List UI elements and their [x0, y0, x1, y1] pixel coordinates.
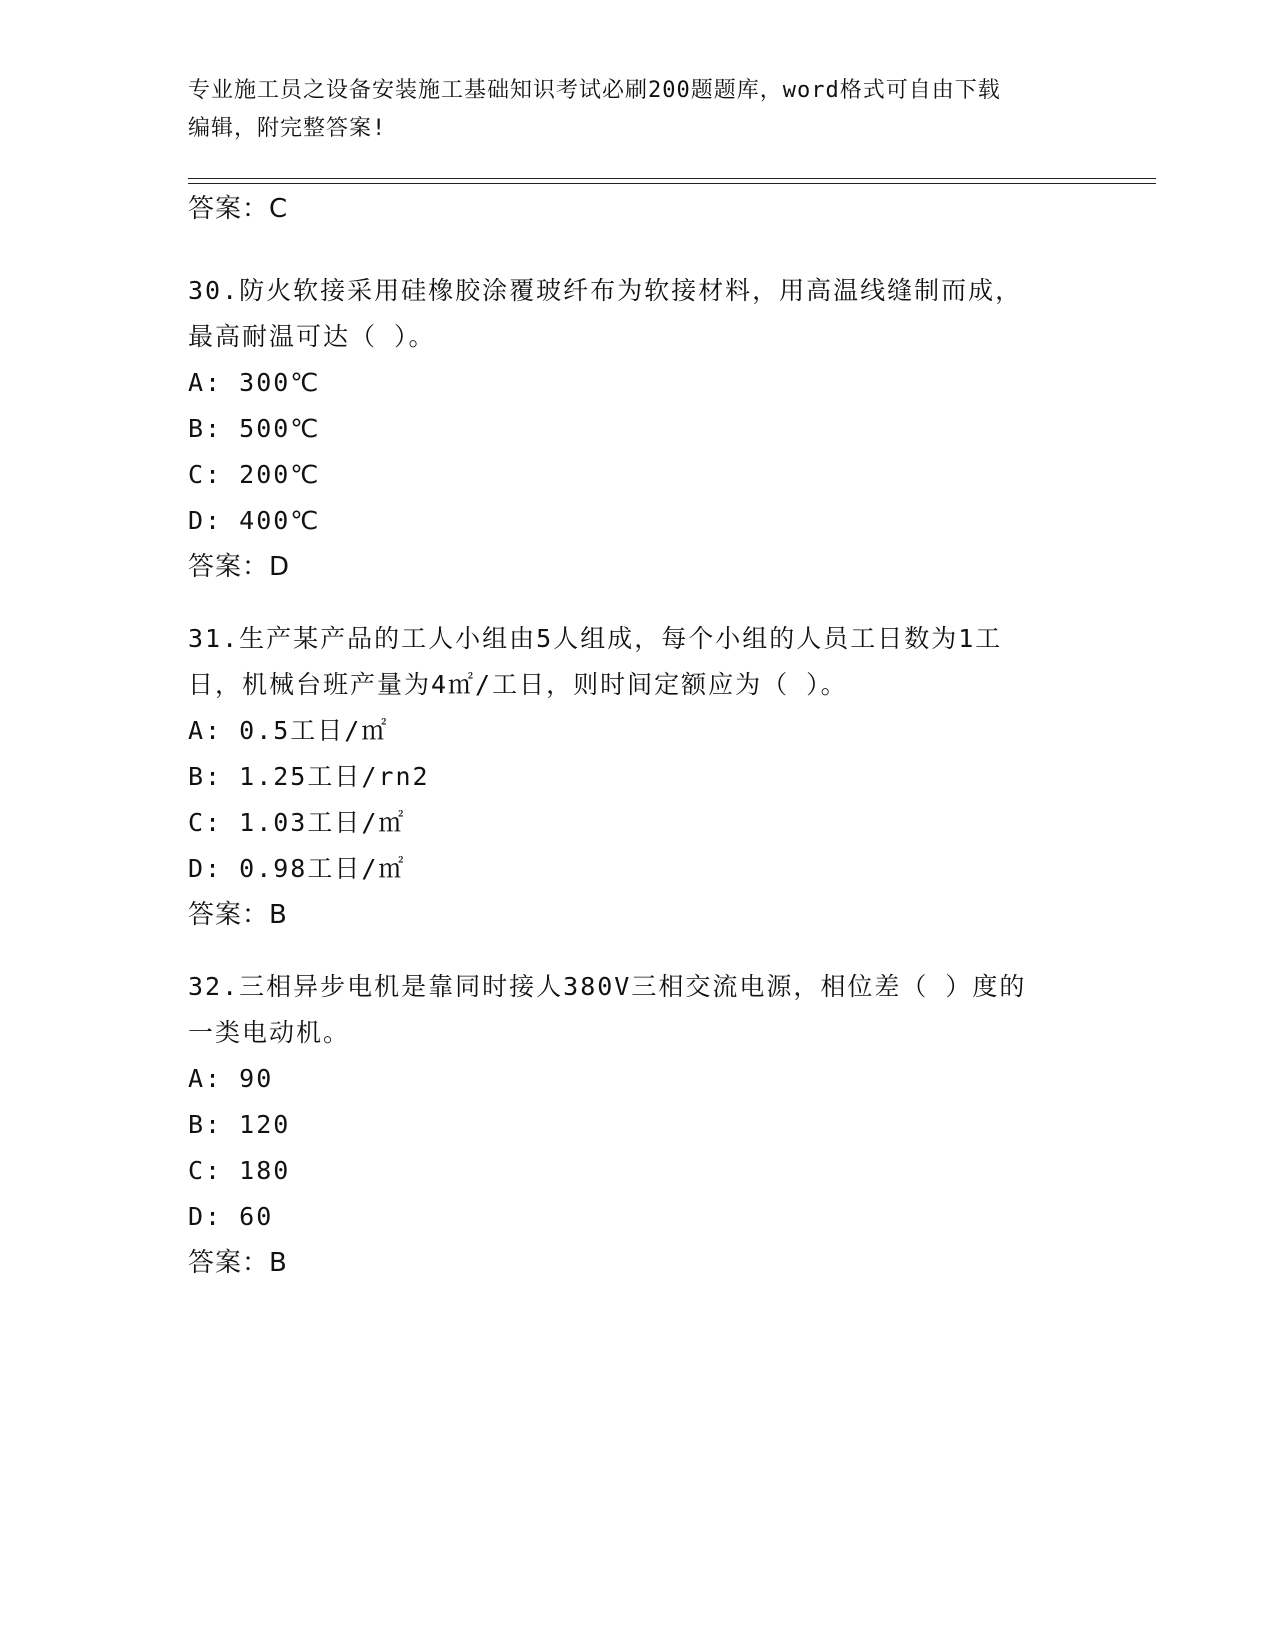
document-header [188, 72, 1088, 148]
question-32 [188, 964, 1088, 1286]
question-text-line-2: 日，机械台班产量为4㎡/工日，则时间定额应为（ ）。 [188, 670, 848, 699]
answer-line: 答案：D [188, 552, 291, 582]
option-d: D: 60 [188, 1202, 274, 1231]
option-c: C: 180 [188, 1156, 291, 1185]
question-text-line-1: 31.生产某产品的工人小组由5人组成，每个小组的人员工日数为1工 [188, 624, 1003, 653]
question-text-line-1: 30.防火软接采用硅橡胶涂覆玻纤布为软接材料，用高温线缝制而成， [188, 276, 1023, 305]
previous-answer-block [188, 186, 1088, 232]
answer-line: 答案：B [188, 1248, 288, 1278]
header-line-1: 专业施工员之设备安装施工基础知识考试必刷200题题库，word格式可自由下载 [188, 78, 1001, 103]
header-line-2: 编辑，附完整答案! [188, 116, 387, 141]
header-divider-top [188, 178, 1156, 179]
header-divider-bottom [188, 183, 1156, 184]
option-c: C: 1.03工日/㎡ [188, 808, 406, 837]
question-30 [188, 268, 1088, 590]
option-a: A: 0.5工日/㎡ [188, 716, 389, 745]
question-text-line-2: 一类电动机。 [188, 1018, 351, 1047]
option-b: B: 120 [188, 1110, 291, 1139]
option-b: B: 1.25工日/rn2 [188, 762, 430, 791]
option-c: C: 200℃ [188, 460, 321, 489]
question-text-line-1: 32.三相异步电机是靠同时接人380V三相交流电源，相位差（ ）度的 [188, 972, 1027, 1001]
answer-line: 答案：C [188, 194, 289, 224]
option-a: A: 90 [188, 1064, 274, 1093]
question-31 [188, 616, 1088, 938]
option-a: A: 300℃ [188, 368, 321, 397]
option-d: D: 0.98工日/㎡ [188, 854, 406, 883]
answer-line: 答案：B [188, 900, 288, 930]
option-b: B: 500℃ [188, 414, 321, 443]
option-d: D: 400℃ [188, 506, 321, 535]
question-text-line-2: 最高耐温可达（ ）。 [188, 322, 436, 351]
